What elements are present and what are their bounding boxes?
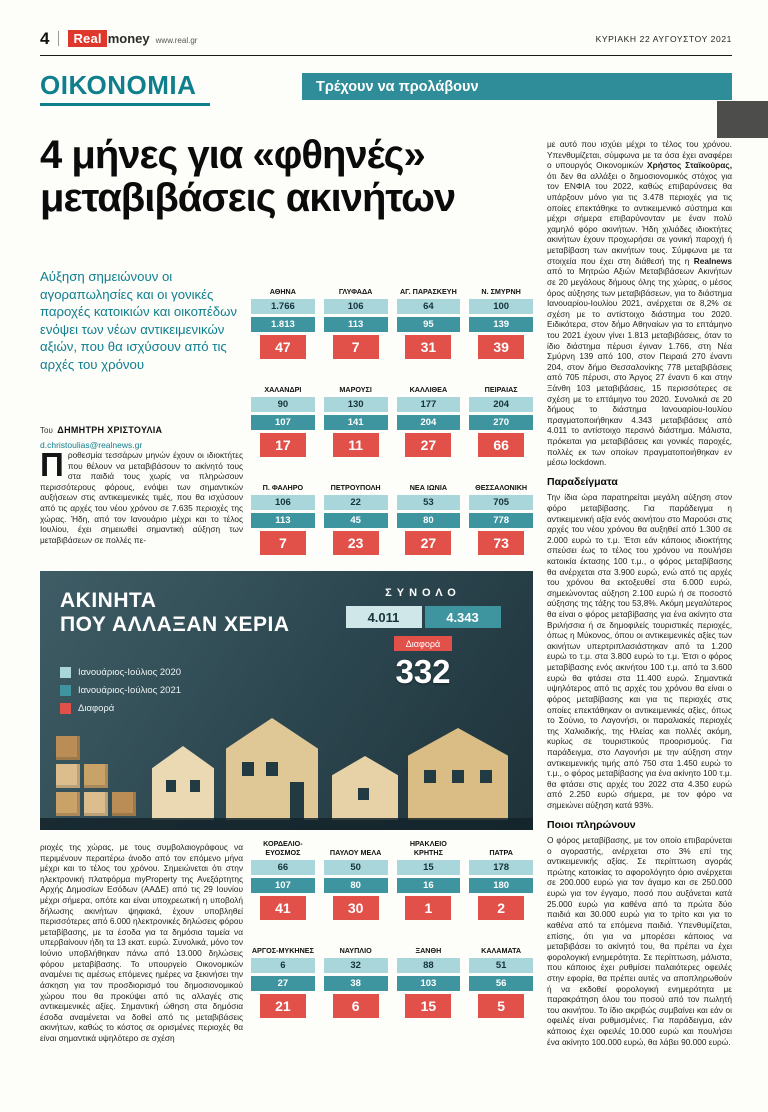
stat-city-name: ΠΑΤΡΑ bbox=[489, 847, 513, 857]
stat-block bbox=[251, 377, 315, 457]
total-2021-value: 4.343 bbox=[425, 606, 501, 628]
stat-2021-bar: 139 bbox=[469, 317, 533, 332]
stat-city-name: ΝΕΑ ΙΩΝΙΑ bbox=[409, 482, 448, 492]
infographic-panel bbox=[40, 571, 533, 830]
stat-2021-bar: 141 bbox=[324, 415, 388, 430]
stat-2021-bar: 56 bbox=[469, 976, 533, 991]
minister-name: Χρήστος Σταϊκούρας, bbox=[647, 160, 732, 171]
stat-2021-bar: 778 bbox=[469, 513, 533, 528]
kicker-bar bbox=[302, 73, 732, 100]
stat-2020-bar: 130 bbox=[324, 397, 388, 412]
byline-email: d.christoulias@realnews.gr bbox=[40, 440, 143, 450]
stat-2021-bar: 16 bbox=[397, 878, 461, 893]
infographic-title-line1: ΑΚΙΝΗΤΑ bbox=[60, 589, 157, 612]
stat-city-name: ΜΑΡΟΥΣΙ bbox=[339, 384, 372, 394]
stat-diff-badge: 2 bbox=[478, 896, 524, 920]
stat-2020-bar: 50 bbox=[324, 860, 388, 875]
legend-swatch-2021-icon bbox=[60, 685, 71, 696]
stat-diff-badge: 21 bbox=[260, 994, 306, 1018]
window-shape bbox=[242, 762, 254, 776]
stat-block bbox=[324, 475, 388, 555]
infographic-title bbox=[60, 589, 290, 637]
window-shape bbox=[166, 780, 176, 792]
stat-2021-bar: 1.813 bbox=[251, 317, 315, 332]
body-text: ότι δεν θα αλλάξει ο δημοσιονομικός στόχος για τον ΕΝΦΙΑ του 2022, καθώς επιβαρύνσεις θα υπάρξουν μόνο για τις 3.478 περιοχές για τις οποίες επεκτάθηκε το αντικειμενικό σύστημα και μέχρι σήμερα επιβαρύνονταν με έναν πολύ χαμηλό φόρο ακινήτων. Ήδη χιλιάδες ιδιοκτήτες ακινήτων έχουν προχωρήσει σε γονική παροχή ή μεταβίβαση των ακινήτων τους. Σύμφωνα με τα στοιχεία που έχει στη διάθεσή της η bbox=[547, 170, 732, 266]
stat-block bbox=[251, 938, 315, 1018]
stat-2020-bar: 88 bbox=[397, 958, 461, 973]
stat-diff-badge: 11 bbox=[333, 433, 379, 457]
stat-city-name: ΓΛΥΦΑΔΑ bbox=[338, 286, 373, 296]
website-url: www.real.gr bbox=[155, 35, 198, 45]
real-logo: Real bbox=[68, 30, 106, 47]
stat-diff-badge: 31 bbox=[405, 335, 451, 359]
legend-swatch-2020-icon bbox=[60, 667, 71, 678]
stat-2020-bar: 100 bbox=[469, 299, 533, 314]
stat-diff-badge: 1 bbox=[405, 896, 451, 920]
stat-city-name: ΠΕΙΡΑΙΑΣ bbox=[484, 384, 518, 394]
stat-city-name: ΧΑΛΑΝΔΡΙ bbox=[264, 384, 302, 394]
stat-city-name: ΠΑΥΛΟΥ ΜΕΛΑ bbox=[329, 847, 382, 857]
window-shape bbox=[266, 762, 278, 776]
stat-2021-bar: 27 bbox=[251, 976, 315, 991]
diff-value: 332 bbox=[395, 653, 451, 690]
body-text: με αυτό που ισχύει μέχρι το τέλος του χρόνου. Υπενθυμίζεται, σύμφωνα με τα όσα έχει αναφέρει ο υπουργός Οικονομικών bbox=[547, 139, 732, 171]
stat-block bbox=[397, 377, 461, 457]
stat-diff-badge: 15 bbox=[405, 994, 451, 1018]
stat-2021-bar: 80 bbox=[324, 878, 388, 893]
stat-diff-badge: 17 bbox=[260, 433, 306, 457]
house-shape bbox=[408, 728, 508, 820]
window-shape bbox=[480, 770, 492, 783]
stat-diff-badge: 6 bbox=[333, 994, 379, 1018]
wood-cube-shape bbox=[84, 764, 108, 788]
diff-label: Διαφορά bbox=[394, 636, 452, 651]
stat-diff-badge: 7 bbox=[333, 335, 379, 359]
stat-city-name: Ν. ΣΜΥΡΝΗ bbox=[481, 286, 521, 296]
stat-block bbox=[397, 279, 461, 359]
infographic-title-line2: ΠΟΥ ΑΛΛΑΞΑΝ ΧΕΡΙΑ bbox=[60, 613, 290, 637]
page-number: 4 bbox=[40, 28, 50, 48]
stat-block bbox=[397, 840, 461, 920]
wood-cube-shape bbox=[56, 764, 80, 788]
stat-2020-bar: 178 bbox=[469, 860, 533, 875]
stat-2021-bar: 113 bbox=[324, 317, 388, 332]
stat-block bbox=[324, 938, 388, 1018]
stat-city-name: ΚΟΡΔΕΛΙΟ-ΕΥΟΣΜΟΣ bbox=[263, 839, 303, 857]
drop-cap: Π bbox=[40, 450, 64, 483]
section-row bbox=[40, 70, 732, 110]
stat-city-name: ΑΡΓΟΣ-ΜΥΚΗΝΕΣ bbox=[251, 945, 314, 955]
stat-2021-bar: 103 bbox=[397, 976, 461, 991]
stat-2021-bar: 80 bbox=[397, 513, 461, 528]
byline-author: ΔΗΜΗΤΡΗ ΧΡΙΣΤΟΥΛΙΑ bbox=[57, 425, 163, 435]
right-paragraph-1 bbox=[547, 139, 732, 468]
issue-date: ΚΥΡΙΑΚΗ 22 ΑΥΓΟΥΣΤΟΥ 2021 bbox=[595, 33, 732, 44]
body-text: από το Μητρώο Αξιών Μεταβιβάσεων Ακινήτων σε 20 μεγάλους δήμους όλης της χώρας, ο μέσος όρος αύξησης των μεταβιβάσεων, για το διάστημα Ιανουαρίου-Ιουλίου 2021, ανέρχεται σε 8,2% σε σχέση με το αντίστοιχο διάστημα του 2020. Ειδικότερα, στον δήμο Αθηναίων για το επτάμηνο του 2021 έχουν γίνει 1.813 μεταβιβάσεις, όταν το ίδιο διάστημα πέρυσι έγιναν 1.766, στη Νέα Σμύρνη 139 από 100, στον Πειραιά 270 έναντι 204, στον δήμο Θεσσαλονίκης 778 μεταβιβάσεις από 705 πέρυσι, στο Άργος 27 έναντι 6 και στην Ξάνθη 103 μεταβιβάσεις, 15 περισσότερες σε σχέση με το επτάμηνο του 2020. Συνολικά σε 20 δήμους το διάστημα Ιανουαρίου-Ιουλίου πραγματοποιήθηκαν 4.343 μεταβιβάσεις από 4.011 το αντίστοιχο περσινό διάστημα. Μάλιστα, πρόκειται για μεταβιβάσεις και γονικές παροχές, πολλές εκ των οποίων πραγματοποιήθηκαν εν μέσω lockdown. bbox=[547, 266, 732, 468]
stat-block bbox=[469, 938, 533, 1018]
house-shape bbox=[226, 718, 318, 820]
window-shape bbox=[424, 770, 436, 783]
stat-block bbox=[324, 377, 388, 457]
stat-block bbox=[251, 475, 315, 555]
wood-cube-shape bbox=[84, 792, 108, 816]
stat-city-name: ΝΑΥΠΛΙΟ bbox=[339, 945, 372, 955]
body-text: ροθεσμία τεσσάρων μηνών έχουν οι ιδιοκτήτες που θέλουν να μεταβιβάσουν το ακίνητό τους στα παιδιά τους χωρίς να πληρώσουν περισσότερους φόρους, ενόψει των σημαντικών αυξήσεων στις αντικειμενικές τιμές, που θα ισχύσουν από τις αρχές του νέου χρόνου σε 7.635 περιοχές της χώρας. Ήδη, από τον Ιανουάριο μέχρι και το τέλος Ιουλίου, έχει σημειωθεί σημαντική αύξηση των μεταβιβάσεων σε πολλές πε- bbox=[40, 450, 243, 545]
stat-2020-bar: 66 bbox=[251, 860, 315, 875]
stat-2021-bar: 180 bbox=[469, 878, 533, 893]
wood-cube-shape bbox=[56, 736, 80, 760]
headline: 4 μήνες για «φθηνές» μεταβιβάσεις ακινήτων bbox=[40, 133, 456, 221]
stat-2021-bar: 45 bbox=[324, 513, 388, 528]
stat-2021-bar: 204 bbox=[397, 415, 461, 430]
stat-2020-bar: 705 bbox=[469, 495, 533, 510]
stat-2021-bar: 113 bbox=[251, 513, 315, 528]
stat-city-name: ΘΕΣΣΑΛΟΝΙΚΗ bbox=[475, 482, 528, 492]
stat-2020-bar: 106 bbox=[251, 495, 315, 510]
stat-diff-badge: 7 bbox=[260, 531, 306, 555]
stat-2020-bar: 22 bbox=[324, 495, 388, 510]
stat-2020-bar: 53 bbox=[397, 495, 461, 510]
stat-2020-bar: 64 bbox=[397, 299, 461, 314]
stat-city-name: ΠΕΤΡΟΥΠΟΛΗ bbox=[330, 482, 381, 492]
legend-label-2021: Ιανουάριος-Ιούλιος 2021 bbox=[78, 685, 182, 696]
stat-city-name: ΑΘΗΝΑ bbox=[269, 286, 296, 296]
right-paragraph-3: Ο φόρος μεταβίβασης, με τον οποίο επιβαρύνεται ο αγοραστής, ανέρχεται στο 3% επί της αντικειμενικής αξίας. Σε περίπτωση αγοράς πρώτης κατοικίας το αφορολόγητο όριο ανέρχεται σε 200.000 ευρώ για τον άγαμο και σε 250.000 ευρώ για τον έγγαμο, ποσό που αυξάνεται κατά 25.000 ευρώ για καθένα από τα πρώτα δύο παιδιά και 30.000 ευρώ για το τρίτο και για το καθένα από τα επόμενα παιδιά. Υπενθυμίζεται, επίσης, ότι για να μπορέσει κάποιος να μεταβιβάσει το ακίνητό του, θα πρέπει να έχει φορολογική ενημερότητα. Σε περίπτωση, μάλιστα, που κάποιος έχει ρυθμίσει παλαιότερες οφειλές στην εφορία, θα πρέπει αυτές να αποπληρωθούν ή να εκδοθεί φορολογική ενημερότητα με παρακράτηση όλου του ποσού από τον πωλητή του ακινήτου. Το ίδιο ακριβώς συμβαίνει και εάν οι οφειλές είναι ρυθμισμένες. Για παράδειγμα, εάν κάποιος έχει οφειλές 10.000 ευρώ και πουλήσει ένα ακίνητο 100.000 ευρώ, θα λάβει 90.000 ευρώ. bbox=[547, 835, 732, 1047]
total-2020-value: 4.011 bbox=[346, 606, 422, 628]
stat-2020-bar: 1.766 bbox=[251, 299, 315, 314]
stat-2020-bar: 90 bbox=[251, 397, 315, 412]
masthead bbox=[40, 30, 732, 56]
section-underline bbox=[40, 103, 210, 106]
section-title: ΟΙΚΟΝΟΜΙΑ bbox=[40, 70, 197, 100]
stat-block bbox=[469, 279, 533, 359]
legend-label-diff: Διαφορά bbox=[78, 703, 115, 714]
house-shape bbox=[152, 746, 214, 820]
right-paragraph-2: Την ίδια ώρα παρατηρείται μεγάλη αύξηση στον φόρο μεταβίβασης. Για παράδειγμα η αντικειμενική αξία ενός ακινήτου στο Μαρούσι στις αρχές του νέου χρόνου θα αυξηθεί από 1.300 σε 2.000 ευρώ το τ.μ. Έτσι εάν κάποιος ιδιοκτήτης σπεύσει έως το τέλος του χρόνου να πουλήσει κατοικία έκτασης 100 τ.μ., ο φόρος μεταβίβασης θα ανέρχεται στα 3.900 ευρώ, ενώ από τις αρχές του χρόνου θα εκτοξευθεί στα 6.000 ευρώ, σημειώνοντας αύξηση 2.100 ευρώ ή σε ποσοστό αύξησης της τάξης του 53,8%. Ακόμη μεγαλύτερος θα είναι ο φόρος μεταβίβασης για ένα ακίνητο στα Βριλήσσια ή σε δημοφιλείς τουριστικές περιοχές, όπως η Μύκονος, όπου οι αντικειμενικές αξίες των ακινήτων υπερτριπλασιάστηκαν από τα 1.200 ευρώ το τ.μ. στα 3.800 ευρώ το τ.μ. Έτσι ο φόρος μεταβίβασης ενός ακινήτου 100 τ.μ. από τα 3.600 ευρώ θα φτάσει στα 11.400 ευρώ. Σημαντικά υψηλότερος από τις αρχές του χρόνου θα είναι ο φόρος μεταβίβασης και για τις περιοχές στις οποίες επεκτάθηκαν οι αντικειμενικές αξίες, όπως το Σούνιο, το Λαγονήσι, οι παραλιακές περιοχές της Χαλκιδικής, της Ηλείας και πολλές ακόμη, κυρίως σε τουριστικούς προορισμούς. Για παράδειγμα, στο Λαγονήσι με την αύξηση στην αντικειμενικής τιμής από 750 στα 1.450 ευρώ το τ.μ., ο φόρος μεταβίβασης για ένα ακίνητο 100 τ.μ. θα φτάσει στις αρχές του 2022 στα 4.350 ευρώ από 2.250 ευρώ σήμερα, με τον φόρο να σημειώνει αύξηση κατά 93%. bbox=[547, 492, 732, 810]
wood-cube-shape bbox=[56, 792, 80, 816]
body-text-right-column bbox=[547, 139, 732, 1077]
stat-2021-bar: 270 bbox=[469, 415, 533, 430]
stat-diff-badge: 27 bbox=[405, 433, 451, 457]
stat-diff-badge: 23 bbox=[333, 531, 379, 555]
stat-city-name: ΚΑΛΛΙΘΕΑ bbox=[409, 384, 448, 394]
byline-prefix: Του bbox=[40, 426, 53, 435]
stat-2020-bar: 106 bbox=[324, 299, 388, 314]
stat-city-name: ΗΡΑΚΛΕΙΟ ΚΡΗΤΗΣ bbox=[409, 839, 447, 857]
stat-city-name: ΚΑΛΑΜΑΤΑ bbox=[481, 945, 522, 955]
stat-2021-bar: 95 bbox=[397, 317, 461, 332]
legend-item-2021 bbox=[60, 685, 181, 696]
stat-2020-bar: 15 bbox=[397, 860, 461, 875]
stat-2020-bar: 204 bbox=[469, 397, 533, 412]
stat-2020-bar: 6 bbox=[251, 958, 315, 973]
ground-shadow bbox=[40, 818, 533, 830]
stat-diff-badge: 47 bbox=[260, 335, 306, 359]
kicker-text: Τρέχουν να προλάβουν bbox=[316, 78, 479, 95]
stats-grid-bottom bbox=[251, 840, 533, 1018]
totals-label: ΣΥΝΟΛΟ bbox=[385, 587, 461, 599]
stat-block bbox=[251, 279, 315, 359]
money-logo-text: money bbox=[107, 31, 150, 46]
stat-block bbox=[324, 279, 388, 359]
door-shape bbox=[290, 782, 304, 820]
legend-swatch-diff-icon bbox=[60, 703, 71, 714]
stat-2020-bar: 32 bbox=[324, 958, 388, 973]
stat-diff-badge: 39 bbox=[478, 335, 524, 359]
body-text-left-top bbox=[40, 450, 243, 566]
window-shape bbox=[190, 780, 200, 792]
body-text-left-bottom: ριοχές της χώρας, με τους συμβολαιογράφους να περιμένουν περαιτέρω άνοδο από τον επόμενο μήνα μέχρι και το τέλος του χρόνου. Σημειώνεται ότι στην ηλεκτρονική πλατφόρμα myProperty της Ανεξάρτητης Αρχής Δημοσίων Εσόδων (ΑΑΔΕ) από τις 29 Ιουνίου μέχρι σήμερα, οπότε και είναι υποχρεωτική η υποβολή δήλωσης ακινήτων ψηφιακά, έχουν υποβληθεί περισσότερες από 6.000 ηλεκτρονικές δηλώσεις φόρου μεταβίβασης, με τα έσοδα για τα δημόσια ταμεία να υπερβαίνουν ήδη τα 13 εκατ. ευρώ. Συνολικά, μόνο τον Ιούνιο υποβλήθηκαν πάνω από 13.000 δηλώσεις φόρου μεταβίβασης. Το υπουργείο Οικονομικών αναμένει τις αμέσως επόμενες ημέρες να ξεκινήσει την άσκηση για τον προσδιορισμό του δημοσιονομικού χώρου που θα προκύψει από τις αλλαγές στις αντικειμενικές αξίες. Σημαντική ώθηση στα δημόσια έσοδα αναμένεται να δοθεί από τις μεταβιβάσεις ακινήτων, καθώς το κόστος σε ορισμένες περιοχές θα είναι σημαντικά υψηλότερο σε σχέση bbox=[40, 842, 243, 1043]
legend-item-diff bbox=[60, 703, 181, 714]
stat-block bbox=[469, 377, 533, 457]
subhead-who-pays: Ποιοι πληρώνουν bbox=[547, 818, 636, 831]
stat-2021-bar: 107 bbox=[251, 878, 315, 893]
stat-block bbox=[397, 938, 461, 1018]
stat-2020-bar: 177 bbox=[397, 397, 461, 412]
house-shape bbox=[332, 756, 398, 820]
stat-diff-badge: 73 bbox=[478, 531, 524, 555]
stat-2020-bar: 51 bbox=[469, 958, 533, 973]
legend-item-2020 bbox=[60, 667, 181, 678]
stat-diff-badge: 66 bbox=[478, 433, 524, 457]
stat-block bbox=[397, 475, 461, 555]
realnews-brand-mention: Realnews bbox=[693, 255, 732, 266]
stat-diff-badge: 27 bbox=[405, 531, 451, 555]
stat-2021-bar: 38 bbox=[324, 976, 388, 991]
legend bbox=[60, 667, 181, 721]
divider bbox=[58, 31, 59, 46]
totals-group bbox=[325, 587, 521, 691]
standfirst: Αύξηση σημειώνουν οι αγοραπωλησίες και οι γονικές παροχές κατοικιών και οικοπέδων ενόψει των νέων αντικειμενικών αξιών, που θα ισχύσουν από τις αρχές του χρόνου bbox=[40, 269, 237, 372]
stat-diff-badge: 30 bbox=[333, 896, 379, 920]
stat-block bbox=[324, 840, 388, 920]
subhead-examples: Παραδείγματα bbox=[547, 475, 618, 488]
stat-2021-bar: 107 bbox=[251, 415, 315, 430]
wood-cube-shape bbox=[112, 792, 136, 816]
legend-label-2020: Ιανουάριος-Ιούλιος 2020 bbox=[78, 667, 182, 678]
stat-city-name: Π. ΦΑΛΗΡΟ bbox=[262, 482, 304, 492]
corner-block bbox=[717, 101, 768, 138]
stat-diff-badge: 5 bbox=[478, 994, 524, 1018]
byline bbox=[40, 420, 250, 450]
stats-grid-top bbox=[251, 279, 533, 555]
stat-city-name: ΞΑΝΘΗ bbox=[415, 945, 442, 955]
window-shape bbox=[358, 788, 369, 800]
stat-city-name: ΑΓ. ΠΑΡΑΣΚΕΥΗ bbox=[399, 286, 457, 296]
stat-block bbox=[469, 475, 533, 555]
stat-block bbox=[469, 840, 533, 920]
stat-block bbox=[251, 840, 315, 920]
stat-diff-badge: 41 bbox=[260, 896, 306, 920]
window-shape bbox=[452, 770, 464, 783]
totals-boxes bbox=[325, 606, 521, 628]
